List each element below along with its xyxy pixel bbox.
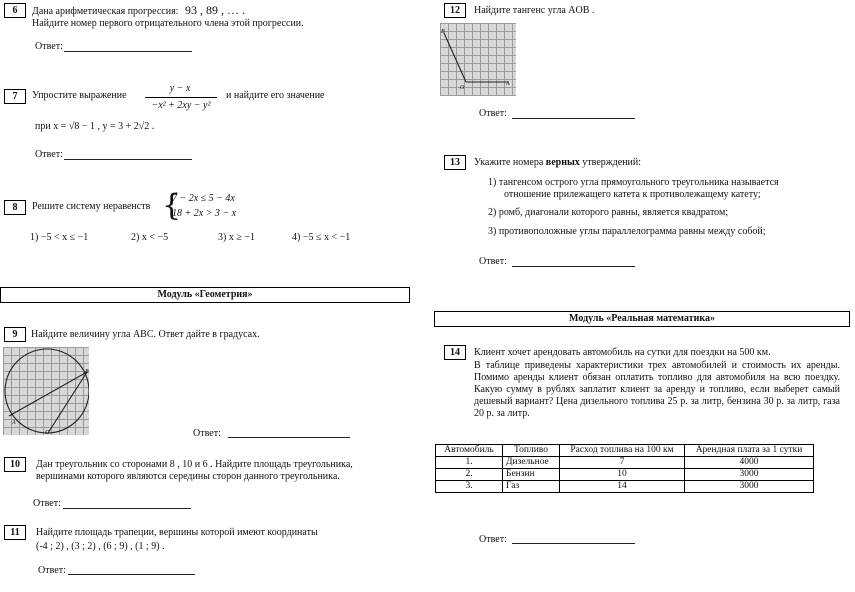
p6-sequence: 93 , 89 , … . xyxy=(184,3,245,17)
p9-text: Найдите величину угла ABC. Ответ дайте в градусах. xyxy=(31,329,260,340)
p7-fraction-bar xyxy=(145,97,217,98)
p11-line1: Найдите площадь трапеции, вершины которой имеют координаты xyxy=(36,527,318,538)
table-cell: 1. xyxy=(436,457,503,469)
problem-number-12: 12 xyxy=(444,3,466,18)
p10-answer-line[interactable] xyxy=(63,508,191,509)
p6-text-line1 xyxy=(32,4,245,18)
p12-ray-ob xyxy=(444,33,466,82)
module-real-math-header: Модуль «Реальная математика» xyxy=(434,311,850,327)
p9-answer-line[interactable] xyxy=(228,437,350,438)
p11-line2: (-4 ; 2) , (3 ; 2) , (6 ; 9) , (1 ; 9) . xyxy=(36,541,165,552)
p8-lead: Решите систему неравенств xyxy=(32,201,151,212)
table-cell: 4000 xyxy=(685,457,814,469)
table-cell: 14 xyxy=(560,481,685,493)
p13-lead-line xyxy=(474,157,641,169)
p6-statement: Дана арифметическая прогрессия: xyxy=(32,6,179,17)
p14-answer-line[interactable] xyxy=(512,543,635,544)
p7-answer-line[interactable] xyxy=(64,159,192,160)
table-header-cell: Арендная плата за 1 сутки xyxy=(685,445,814,457)
p8-option-2[interactable]: 2) x < −5 xyxy=(131,232,169,243)
p14-rental-table xyxy=(435,444,814,493)
table-row xyxy=(436,469,814,481)
problem-number-10: 10 xyxy=(4,457,26,472)
problem-number-14: 14 xyxy=(444,345,466,360)
problem-number-11: 11 xyxy=(4,525,26,540)
table-cell: Дизельное xyxy=(503,457,560,469)
p6-answer-label: Ответ: xyxy=(35,41,63,52)
p11-answer-line[interactable] xyxy=(68,574,195,575)
p12-label-a: A xyxy=(506,81,510,87)
p8-option-4[interactable]: 4) −5 ≤ x < −1 xyxy=(292,232,351,243)
table-header-cell: Топливо xyxy=(503,445,560,457)
table-cell: 7 xyxy=(560,457,685,469)
problem-number-7: 7 xyxy=(4,89,26,104)
p14-line1: Клиент хочет арендовать автомобиль на сутки для поездки на 500 км. xyxy=(474,347,771,358)
table-cell: 3000 xyxy=(685,481,814,493)
p10-line1: Дан треугольник со сторонами 8 , 10 и 6 . Найдите площадь треугольника, xyxy=(36,459,353,470)
table-row xyxy=(436,457,814,469)
p7-lead: Упростите выражение xyxy=(32,90,127,101)
table-cell: 10 xyxy=(560,469,685,481)
problem-number-6: 6 xyxy=(4,3,26,18)
p9-label-b: B xyxy=(85,369,89,375)
problem-number-8: 8 xyxy=(4,200,26,215)
p8-brace: { xyxy=(162,188,182,223)
p10-answer-label: Ответ: xyxy=(33,498,61,509)
p8-option-1[interactable]: 1) −5 < x ≤ −1 xyxy=(30,232,89,243)
p9-chord-cb xyxy=(48,372,87,433)
p12-answer-line[interactable] xyxy=(512,118,635,119)
table-header-row xyxy=(436,445,814,457)
module-geometry-header: Модуль «Геометрия» xyxy=(0,287,410,303)
p12-label-b: B xyxy=(441,29,445,35)
p12-label-o: O xyxy=(460,85,465,91)
p7-denominator: −x² + 2xy − y² xyxy=(151,100,211,111)
problem-number-13: 13 xyxy=(444,155,466,170)
p9-circle xyxy=(5,349,89,433)
p12-figure xyxy=(440,23,516,96)
p8-ineq1: 7 − 2x ≤ 5 − 4x xyxy=(172,193,235,204)
p6-text-line2: Найдите номер первого отрицательного члена этой прогрессии. xyxy=(32,18,304,29)
table-cell: Бензин xyxy=(503,469,560,481)
table-header-cell: Расход топлива на 100 км xyxy=(560,445,685,457)
p12-text: Найдите тангенс угла AOB . xyxy=(474,5,595,16)
p9-label-c: C xyxy=(45,430,50,435)
table-cell: Газ xyxy=(503,481,560,493)
p9-figure-svg xyxy=(3,347,89,435)
p9-figure xyxy=(3,347,89,435)
p7-tail: и найдите его значение xyxy=(226,90,325,101)
p14-answer-label: Ответ: xyxy=(479,534,507,545)
table-header-cell: Автомобиль xyxy=(436,445,503,457)
p10-line2: вершинами которого являются середины сторон данного треугольника. xyxy=(36,471,340,482)
p14-paragraph: В таблице приведены характеристики трех автомобилей и стоимость их аренды. Помимо аренды клиент обязан оплатить топливо для автомобиля на всю поездку. Какую сумму в рублях заплатит клиент за аренду и топливо, если выберет самый дешевый вариант? Цена дизельного топлива 25 р. за литр, бензина 30 р. за литр, газа 20 р. за литр. xyxy=(474,360,840,419)
table-cell: 2. xyxy=(436,469,503,481)
p8-ineq2: 18 + 2x > 3 − x xyxy=(172,208,237,219)
p13-statement-3: 3) противоположные углы параллелограмма равны между собой; xyxy=(488,226,766,237)
p6-answer-line[interactable] xyxy=(64,51,192,52)
p9-label-a: A xyxy=(12,420,16,426)
p13-answer-line[interactable] xyxy=(512,266,635,267)
p8-option-3[interactable]: 3) x ≥ −1 xyxy=(218,232,255,243)
p11-answer-label: Ответ: xyxy=(38,565,66,576)
p13-lead: Укажите номера xyxy=(474,157,546,168)
p9-answer-label: Ответ: xyxy=(193,428,221,439)
table-row xyxy=(436,481,814,493)
p13-statement-1-line2: отношение прилежащего катета к противолежащему катету; xyxy=(504,189,761,200)
p13-statement-1-line1: 1) тангенсом острого угла прямоугольного треугольника называется xyxy=(488,177,779,188)
p9-chord-ab xyxy=(9,372,87,416)
problem-number-9: 9 xyxy=(4,327,26,342)
p7-numerator: y − x xyxy=(169,83,191,94)
p7-condition: при x = √8 − 1 , y = 3 + 2√2 . xyxy=(35,121,155,132)
p13-lead-bold: верных xyxy=(545,157,580,168)
p7-answer-label: Ответ: xyxy=(35,149,63,160)
p13-lead-tail: утверждений: xyxy=(579,157,642,168)
p12-answer-label: Ответ: xyxy=(479,108,507,119)
p12-figure-svg xyxy=(440,23,516,96)
p13-answer-label: Ответ: xyxy=(479,256,507,267)
table-cell: 3. xyxy=(436,481,503,493)
table-cell: 3000 xyxy=(685,469,814,481)
p13-statement-2: 2) ромб, диагонали которого равны, является квадратом; xyxy=(488,207,729,218)
